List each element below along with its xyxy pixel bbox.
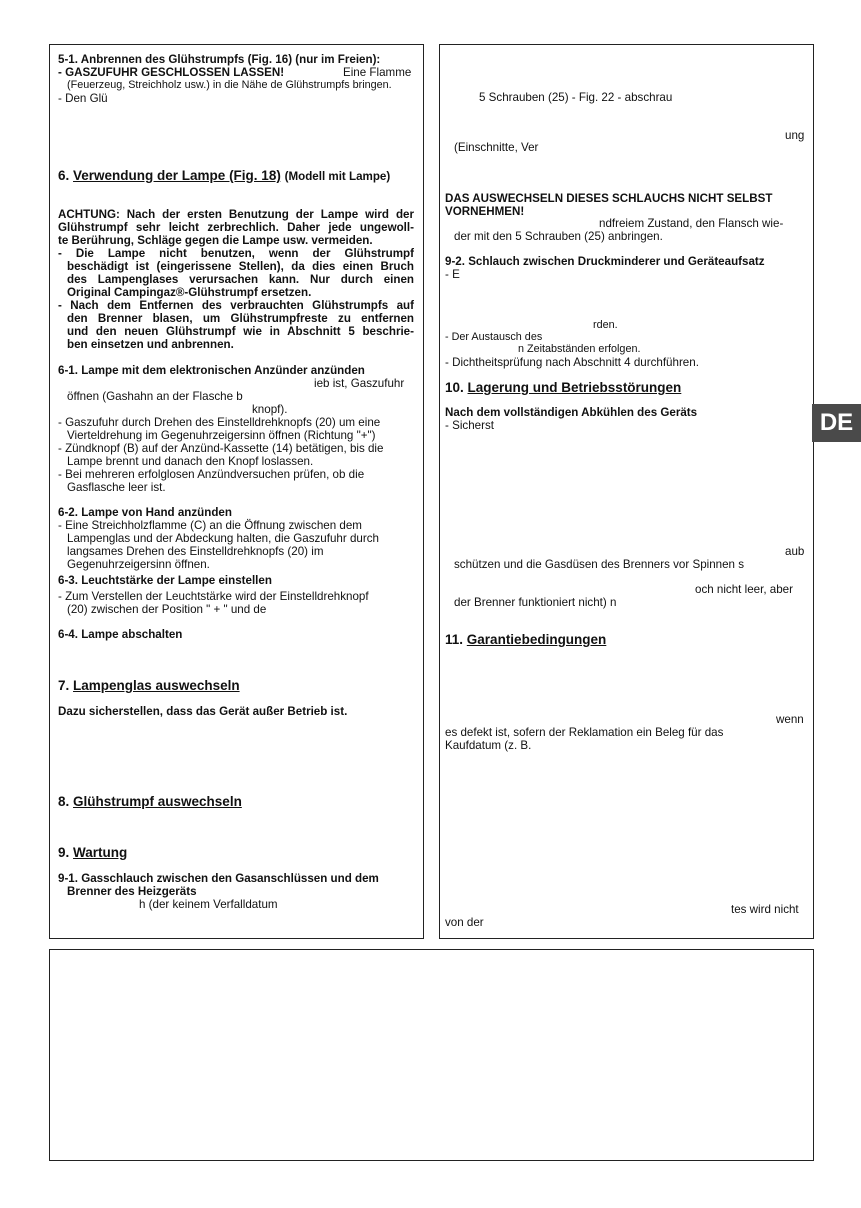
warning-1-line: - Die Lampe nicht benutzen, wenn der Glühstrumpf — [58, 247, 414, 260]
section-10-title: Lagerung und Betriebsstörungen — [467, 380, 682, 395]
right-line: ung — [785, 129, 805, 142]
section-6-1-line: - Bei mehreren erfolglosen Anzündversuchen prüfen, ob die — [58, 468, 365, 481]
section-6-1-line: Gasflasche leer ist. — [67, 481, 166, 494]
section-8-heading — [58, 794, 242, 809]
section-8-number: 8. — [58, 794, 70, 809]
section-9-2-line: rden. — [593, 319, 618, 331]
section-7-line: Dazu sicherstellen, dass das Gerät außer Betrieb ist. — [58, 705, 348, 718]
section-6-4-title: 6-4. Lampe abschalten — [58, 628, 183, 641]
warning-1-line: des Lampenglases verursachen kann. Nur durch einen — [67, 273, 414, 286]
section-10-heading — [445, 380, 681, 395]
right-line: der mit den 5 Schrauben (25) anbringen. — [454, 230, 663, 243]
hose-warning-line: DAS AUSWECHSELN DIESES SCHLAUCHS NICHT SELBST — [445, 192, 773, 205]
warning-2-line: ben einsetzen und anbrennen. — [67, 338, 234, 351]
language-tab-de: DE — [812, 404, 861, 442]
warning-1-line: Original Campingaz®-Glühstrumpf ersetzen. — [67, 286, 312, 299]
section-5-1-line: - GASZUFUHR GESCHLOSSEN LASSEN! — [58, 66, 285, 79]
section-10-line: - Sicherst — [445, 419, 494, 432]
section-7-title: Lampenglas auswechseln — [73, 678, 240, 693]
section-9-1-title: 9-1. Gasschlauch zwischen den Gasanschlüssen und dem — [58, 872, 379, 885]
warning-2-line: den Brenner blasen, um Glühstrumpfreste zu entfernen — [67, 312, 414, 325]
section-11-line: tes wird nicht — [731, 903, 799, 916]
right-line: 5 Schrauben (25) - Fig. 22 - abschrau — [479, 91, 673, 104]
section-6-2-line: - Eine Streichholzflamme (C) an die Öffnung zwischen dem — [58, 519, 362, 532]
section-6-1-line: - Zündknopf (B) auf der Anzünd-Kassette (14) betätigen, bis die — [58, 442, 384, 455]
section-6-2-title: 6-2. Lampe von Hand anzünden — [58, 506, 232, 519]
section-10-line: der Brenner funktioniert nicht) n — [454, 596, 617, 609]
section-9-2-line: - Dichtheitsprüfung nach Abschnitt 4 durchführen. — [445, 356, 699, 369]
section-9-number: 9. — [58, 845, 70, 860]
section-9-1-line: h (der keinem Verfalldatum — [139, 898, 278, 911]
section-6-2-line: langsames Drehen des Einstelldrehknopfs (20) im — [67, 545, 324, 558]
section-9-1-title: Brenner des Heizgeräts — [67, 885, 197, 898]
section-11-line: von der — [445, 916, 484, 929]
section-9-2-line: n Zeitabständen erfolgen. — [518, 343, 641, 355]
achtung-line: te Berührung, Schläge gegen die Lampe usw. vermeiden. — [58, 234, 373, 247]
warning-2-line: - Nach dem Entfernen des verbrauchten Glühstrumpfs auf — [58, 299, 414, 312]
section-6-3-line: (20) zwischen der Position " + " und de — [67, 603, 267, 616]
section-11-heading — [445, 632, 606, 647]
right-column-box — [439, 44, 814, 939]
section-10-line: schützen und die Gasdüsen des Brenners vor Spinnen s — [454, 558, 745, 571]
section-5-1-line: (Feuerzeug, Streichholz usw.) in die Nähe de Glühstrumpfs bringen. — [67, 79, 392, 91]
section-11-line: Kaufdatum (z. B. — [445, 739, 532, 752]
section-7-heading — [58, 678, 240, 693]
achtung-line: Glühstrumpf sehr leicht zerbrechlich. Daher jede ungewoll- — [58, 221, 414, 234]
right-line: (Einschnitte, Ver — [454, 141, 539, 154]
warning-1-line: beschädigt ist (eingerissene Stellen), da dies einen Bruch — [67, 260, 414, 273]
section-6-1-title: 6-1. Lampe mit dem elektronischen Anzünder anzünden — [58, 364, 365, 377]
section-11-title: Garantiebedingungen — [466, 632, 607, 647]
section-6-1-line: Vierteldrehung im Gegenuhrzeigersinn öffnen (Richtung "+") — [67, 429, 376, 442]
section-10-number: 10. — [445, 380, 464, 395]
section-9-2-line: - E — [445, 268, 460, 281]
section-10-line: Nach dem vollständigen Abkühlen des Geräts — [445, 406, 698, 419]
section-6-1-line: ieb ist, Gaszufuhr — [314, 377, 405, 390]
section-6-number: 6. — [58, 168, 70, 183]
section-10-line: aub — [785, 545, 805, 558]
section-6-1-line: knopf). — [252, 403, 288, 416]
section-9-heading — [58, 845, 127, 860]
achtung-line: ACHTUNG: Nach der ersten Benutzung der Lampe wird der — [58, 208, 414, 221]
section-7-number: 7. — [58, 678, 70, 693]
section-6-3-title: 6-3. Leuchtstärke der Lampe einstellen — [58, 574, 272, 587]
section-5-1-line: - Den Glü — [58, 92, 108, 105]
section-11-number: 11. — [445, 632, 464, 647]
hose-warning-line: VORNEHMEN! — [445, 205, 525, 218]
section-6-2-line: Gegenuhrzeigersinn öffnen. — [67, 558, 210, 571]
section-6-suffix: (Modell mit Lampe) — [284, 170, 391, 183]
section-8-title: Glühstrumpf auswechseln — [73, 794, 242, 809]
section-11-line: wenn — [776, 713, 804, 726]
section-6-3-line: - Zum Verstellen der Leuchtstärke wird der Einstelldrehknopf — [58, 590, 369, 603]
section-6-1-line: - Gaszufuhr durch Drehen des Einstelldrehknopfs (20) um eine — [58, 416, 381, 429]
section-10-line: och nicht leer, aber — [695, 583, 793, 596]
right-line: ndfreiem Zustand, den Flansch wie- — [599, 217, 784, 230]
section-5-1-line: Eine Flamme — [343, 66, 412, 79]
section-9-2-title: 9-2. Schlauch zwischen Druckminderer und Geräteaufsatz — [445, 255, 765, 268]
section-6-title: Verwendung der Lampe (Fig. 18) — [73, 168, 281, 183]
section-6-1-line: Lampe brennt und danach den Knopf loslassen. — [67, 455, 314, 468]
section-6-1-line: öffnen (Gashahn an der Flasche b — [67, 390, 243, 403]
section-6-2-line: Lampenglas und der Abdeckung halten, die Gaszufuhr durch — [67, 532, 379, 545]
section-9-2-line: - Der Austausch des — [445, 331, 543, 343]
section-6-heading — [58, 168, 390, 184]
section-11-line: es defekt ist, sofern der Reklamation ein Beleg für das — [445, 726, 724, 739]
section-5-1-title: 5-1. Anbrennen des Glühstrumpfs (Fig. 16) (nur im Freien): — [58, 53, 381, 66]
bottom-empty-box — [49, 949, 814, 1161]
warning-2-line: und den neuen Glühstrumpf wie in Abschnitt 5 beschrie- — [67, 325, 414, 338]
section-9-title: Wartung — [73, 845, 128, 860]
